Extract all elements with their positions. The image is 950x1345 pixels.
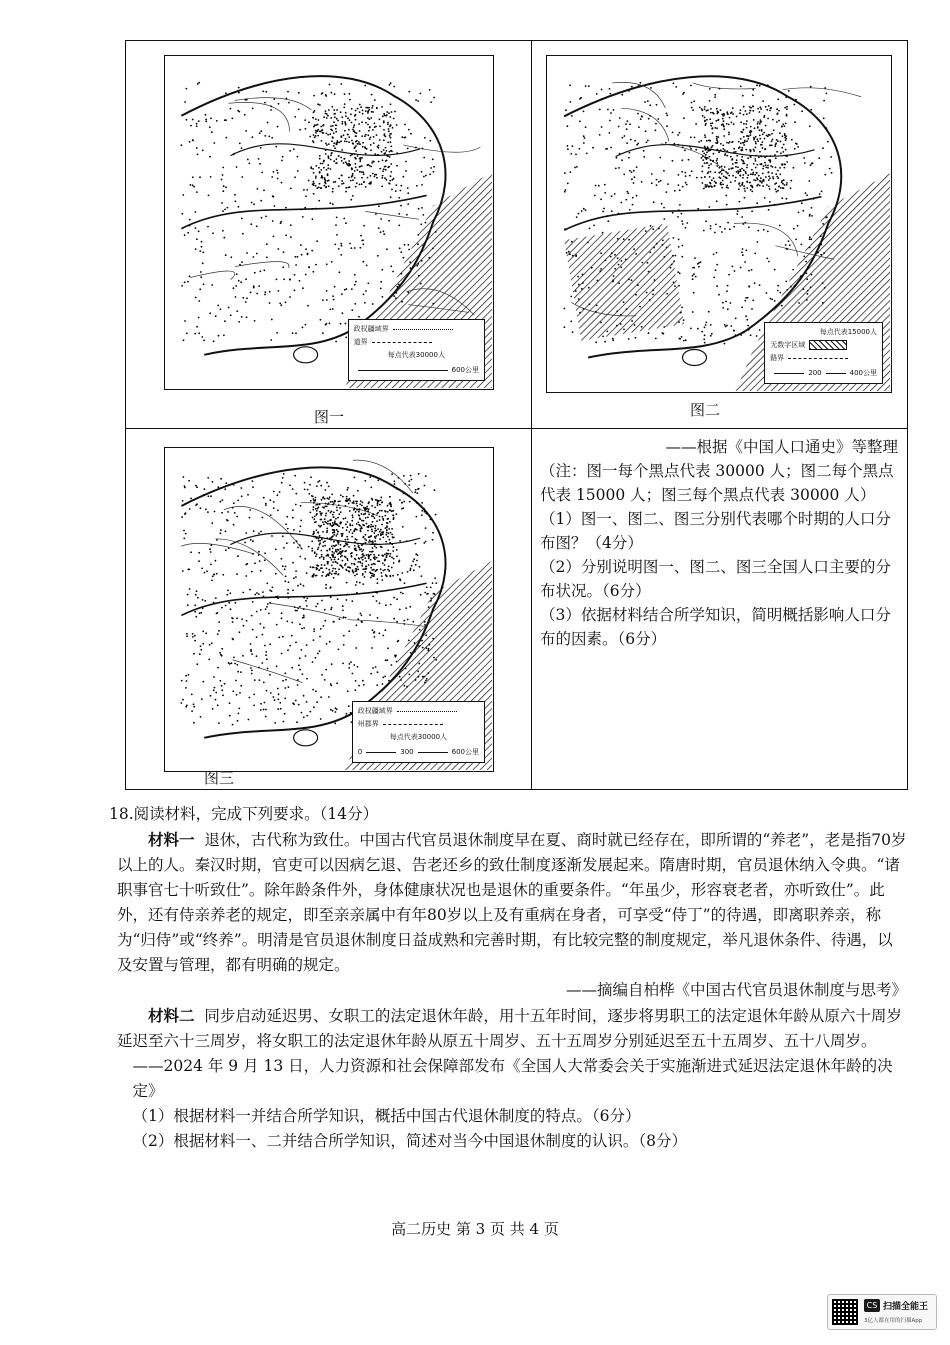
figure-2-cell: [532, 41, 907, 429]
map-2-legend: [764, 322, 883, 384]
no-data-hatch: [564, 224, 684, 341]
map-3-legend: [352, 701, 485, 763]
page-footer: 高二历史 第 3 页 共 4 页: [391, 1220, 559, 1238]
legend-3-row1: 政权疆域界: [357, 707, 393, 715]
q18-title: 18.阅读材料，完成下列要求。（14分）: [109, 805, 379, 823]
map-grid: [125, 40, 908, 790]
population-map-1: [164, 55, 494, 390]
material-2-label: 材料二: [148, 1006, 195, 1025]
legend-3-row2: 州郡界: [357, 720, 379, 728]
material-1-label: 材料一: [148, 830, 195, 849]
figure-1-cell: [126, 41, 532, 429]
figure-2-caption: 图二: [690, 401, 721, 419]
legend-1-row1: 政权疆域界: [353, 325, 389, 333]
legend-2-s2: 400公里: [849, 369, 877, 377]
material-2-source: ——2024 年 9 月 13 日，人力资源和社会保障部发布《全国人大常委会关于实施渐进式延迟法定退休年龄的决定》: [132, 1057, 893, 1100]
material-1-text: 退休，古代称为致仕。中国古代官员退休制度早在夏、商时就已经存在，即所谓的“养老”，老是指70岁以上的人。秦汉时期，官吏可以因病乞退、告老还乡的致仕制度逐渐发展起来。隋唐时期，官员退休纳入令典。“诸职事官七十听致仕”。除年龄条件外，身体健康状况也是退休的重要条件。“年虽少，形容衰老者，亦听致仕”。此外，还有侍亲养老的规定，即至亲亲属中有年80岁以上及有重病在身者，可享受“侍丁”的待遇，即离职养亲，称为“归侍”或“终养”。明清是官员退休制度日益成熟和完善时期，有比较完整的制度规定，举凡退休条件、待遇，以及安置与管理，都有明确的规定。: [117, 831, 907, 974]
q17-question-3: （3）依据材料结合所学知识，简明概括影响人口分布的因素。（6分）: [540, 606, 891, 648]
legend-3-s2: 600公里: [451, 748, 479, 756]
legend-1-row3: 每点代表30000人: [387, 351, 445, 359]
q17-source: ——根据《中国人口通史》等整理: [665, 438, 898, 456]
material-2: [117, 1003, 907, 1054]
question-17-cell: [532, 429, 907, 789]
legend-1-row2: 道界: [353, 338, 368, 346]
scanner-tagline: 3亿人都在用的扫描App: [864, 1318, 923, 1324]
population-map-2: [546, 55, 892, 393]
legend-3-s1: 300: [400, 748, 414, 756]
q18-question-2: （2）根据材料一、二并结合所学知识，简述对当今中国退休制度的认识。（8分）: [132, 1132, 687, 1150]
legend-1-scale: 600公里: [451, 366, 479, 374]
question-18: [109, 802, 907, 1154]
material-1-source: ——摘编自柏桦《中国古代官员退休制度与思考》: [565, 981, 907, 999]
q17-question-2: （2）分别说明图一、图二、图三全国人口主要的分布状况。（6分）: [540, 558, 891, 600]
qr-code-icon: [832, 1299, 858, 1325]
scanner-watermark: [827, 1294, 937, 1330]
figure-3-cell: [126, 429, 532, 789]
legend-3-row3: 每点代表30000人: [389, 733, 448, 741]
legend-3-s0: 0: [357, 748, 363, 756]
legend-2-row3: 路界: [770, 354, 785, 362]
q17-note: （注：图一每个黑点代表 30000 人；图二每个黑点代表 15000 人；图三每个黑点代表 30000 人）: [540, 462, 894, 504]
scanner-name: 扫描全能王: [883, 1302, 929, 1312]
map-1-legend: [348, 319, 485, 381]
legend-2-row1: 每点代表15000人: [819, 328, 877, 336]
q17-question-1: （1）图一、图二、图三分别代表哪个时期的人口分布图？（4分）: [540, 510, 891, 552]
figure-1-caption: 图一: [314, 408, 345, 426]
material-1: [117, 827, 907, 978]
q18-question-1: （1）根据材料一并结合所学知识，概括中国古代退休制度的特点。（6分）: [132, 1107, 641, 1125]
population-map-3: [164, 447, 494, 772]
material-2-text: 同步启动延迟男、女职工的法定退休年龄，用十五年时间，逐步将男职工的法定退休年龄从原六十周岁延迟至六十三周岁，将女职工的法定退休年龄从原五十周岁、五十五周岁分别延迟至五十五周岁、五十八周岁。: [117, 1007, 902, 1050]
hatch-swatch: [809, 340, 847, 350]
legend-2-row2: 无数字区域: [770, 341, 806, 349]
figure-3-caption: 图三: [204, 769, 235, 787]
camscanner-logo-icon: CS: [864, 1299, 880, 1312]
legend-2-s1: 200: [808, 369, 822, 377]
